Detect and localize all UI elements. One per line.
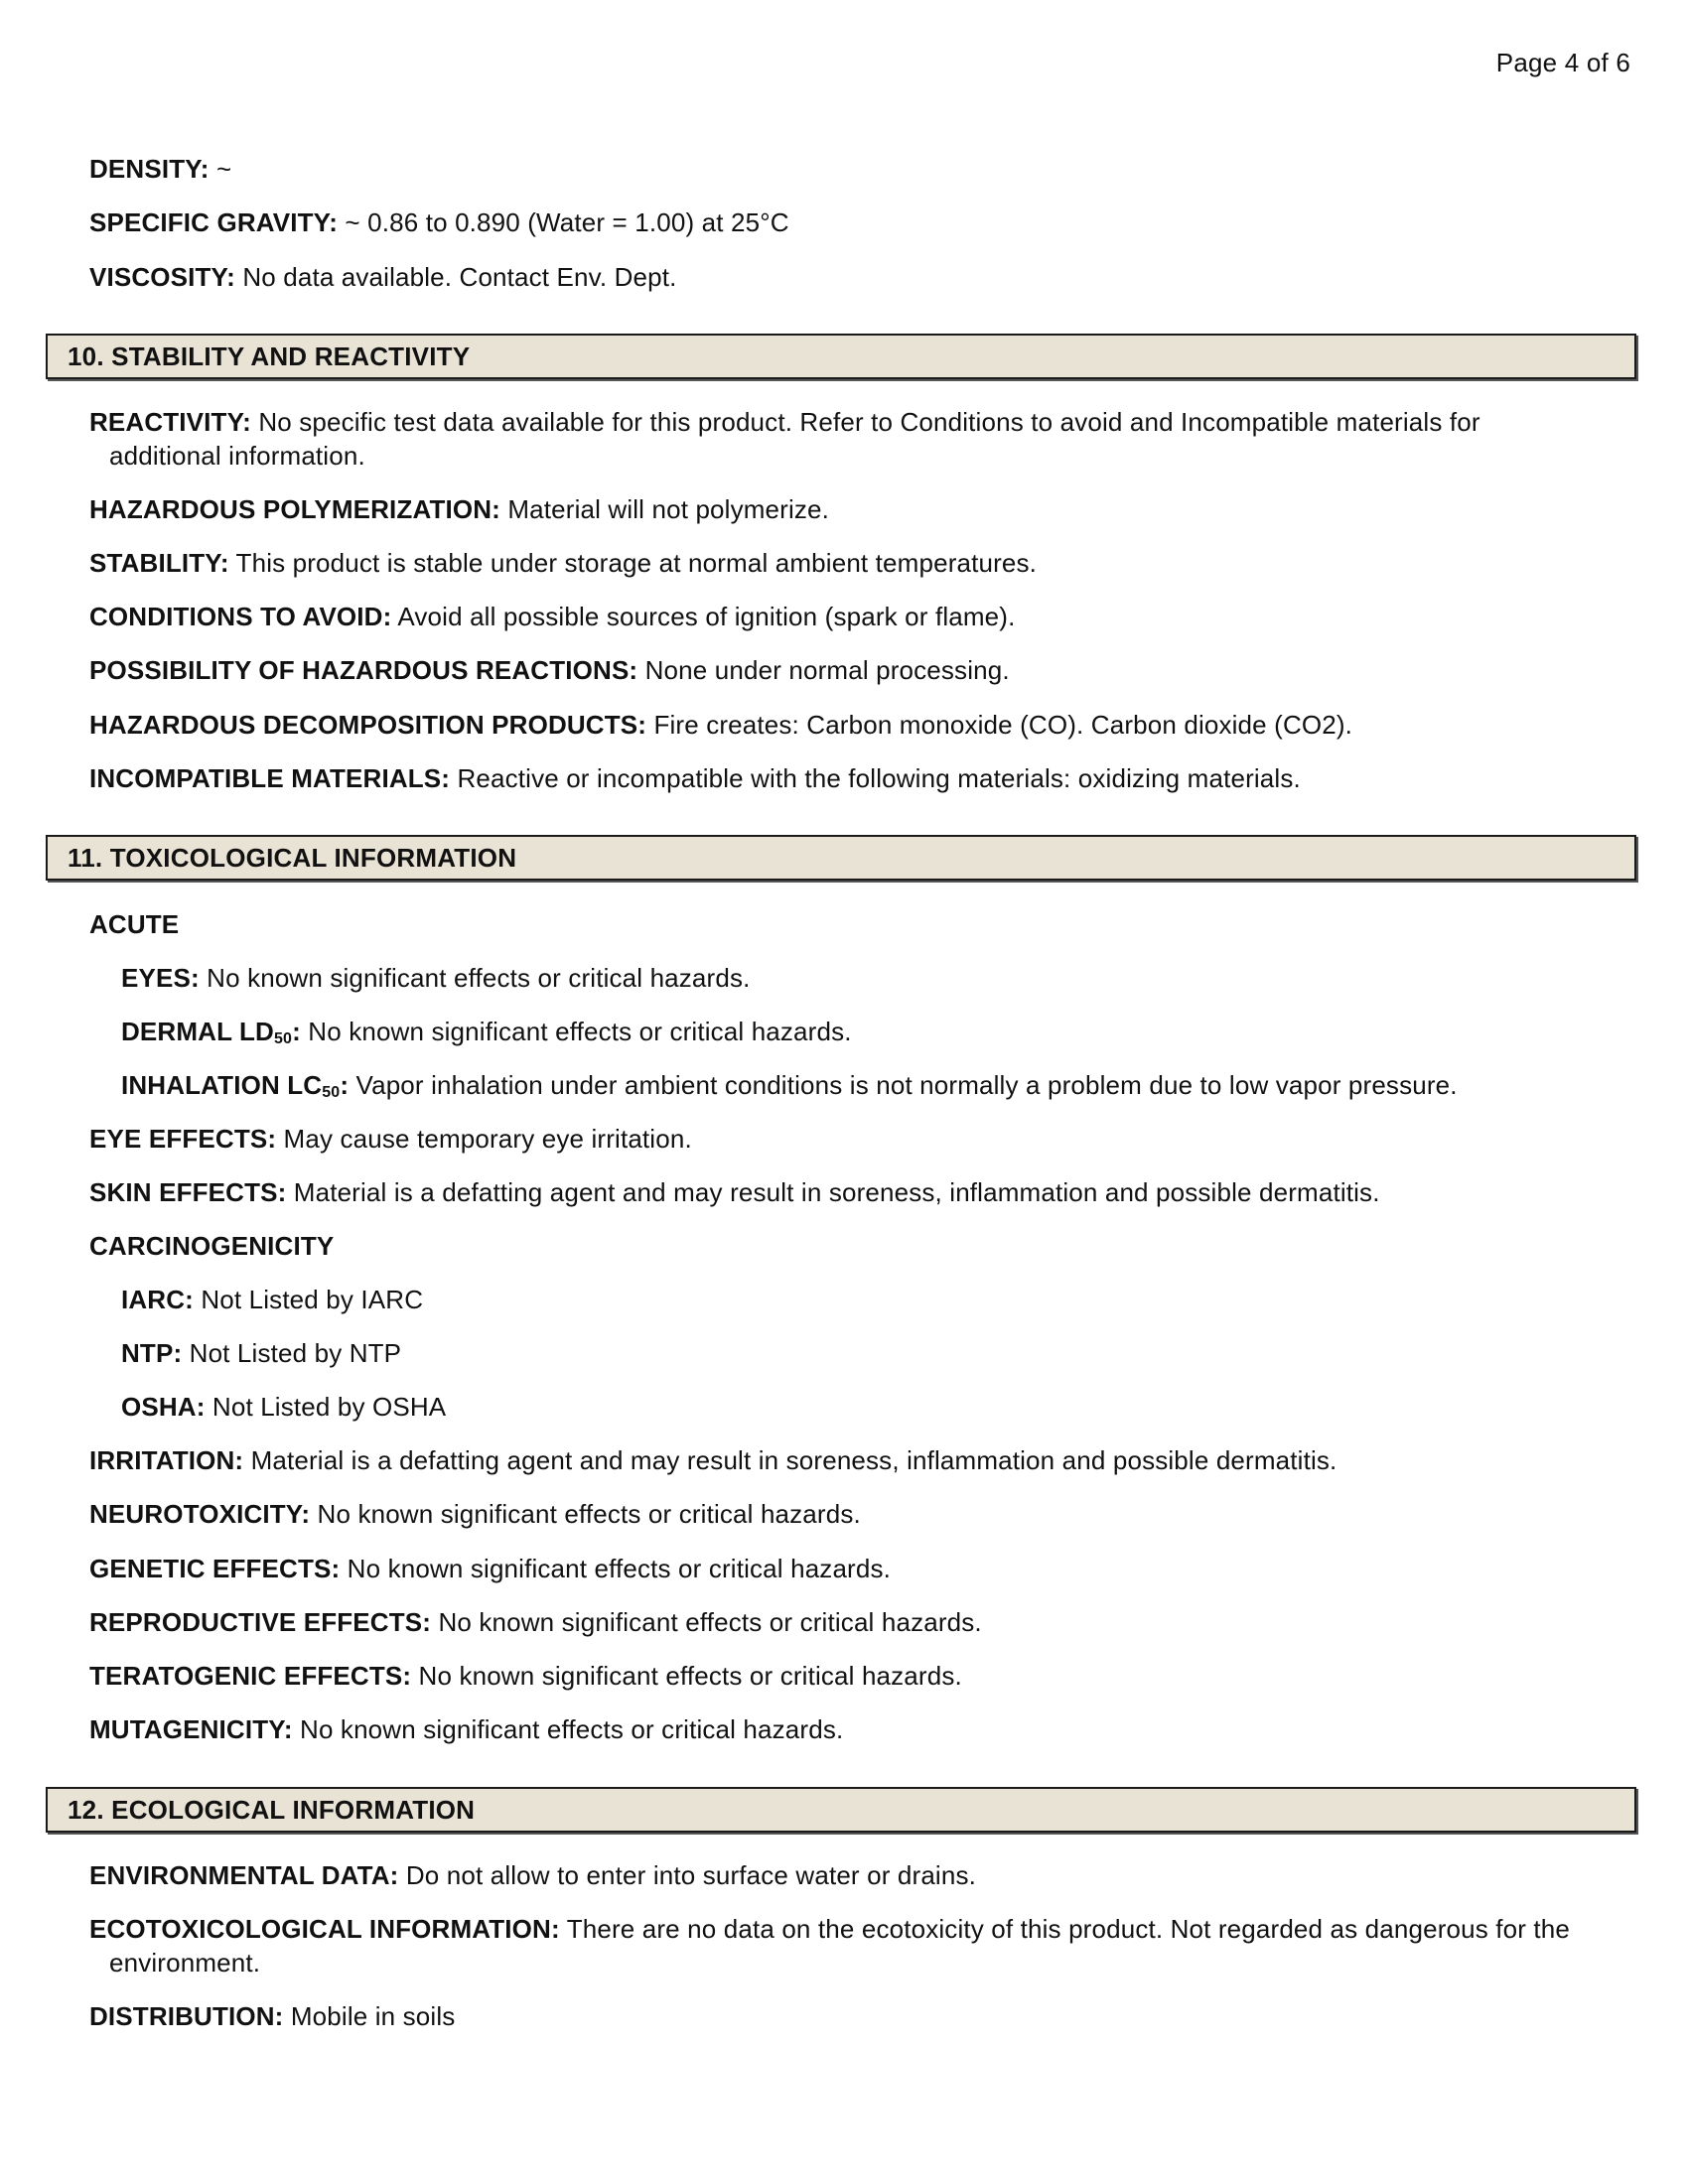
incompatible-materials-label: INCOMPATIBLE MATERIALS: <box>89 763 451 793</box>
genetic-effects-line <box>89 1552 1638 1585</box>
hazardous-decomposition-products-value: Fire creates: Carbon monoxide (CO). Carbon dioxide (CO2). <box>653 710 1353 740</box>
teratogenic-effects-value: No known significant effects or critical hazards. <box>418 1661 962 1691</box>
reproductive-effects-line <box>89 1605 1638 1639</box>
osha-label: OSHA: <box>121 1392 206 1422</box>
acute-line <box>89 907 1638 941</box>
density-label: DENSITY: <box>89 154 210 184</box>
eyes-label: EYES: <box>121 963 200 993</box>
inhalation-label: INHALATION $LC_{50}$: <box>121 1070 350 1101</box>
stability-value: This product is stable under storage at normal ambient temperatures. <box>235 548 1038 578</box>
irritation-line <box>89 1443 1638 1477</box>
neurotoxicity-value: No known significant effects or critical hazards. <box>317 1499 861 1529</box>
environmental-data-value: Do not allow to enter into surface water or drains. <box>405 1860 976 1890</box>
hazardous-decomposition-products-line <box>89 708 1638 742</box>
teratogenic-effects-line <box>89 1659 1638 1693</box>
distribution-label: DISTRIBUTION: <box>89 2001 284 2031</box>
osha-value: Not Listed by OSHA <box>211 1392 447 1422</box>
environmental-data-line <box>89 1858 1638 1892</box>
density-line <box>89 152 1638 186</box>
dermal-value: No known significant effects or critical hazards. <box>308 1017 852 1046</box>
iarc-label: IARC: <box>121 1285 194 1314</box>
skin-effects-label: SKIN EFFECTS: <box>89 1177 287 1207</box>
hazardous-polymerization-value: Material will not polymerize. <box>507 494 830 524</box>
hazardous-decomposition-products-label: HAZARDOUS DECOMPOSITION PRODUCTS: <box>89 710 647 740</box>
reactivity-value-line1: No specific test data available for this product. Refer to Conditions to avoid and Incompatible materials for <box>258 407 1480 437</box>
inhalation-line <box>121 1068 1638 1102</box>
distribution-value: Mobile in soils <box>290 2001 456 2031</box>
section-10-header: 10. STABILITY AND REACTIVITY <box>46 334 1636 379</box>
ntp-label: NTP: <box>121 1338 183 1368</box>
eyes-value: No known significant effects or critical hazards. <box>207 963 751 993</box>
ntp-line <box>121 1336 1638 1370</box>
section-11-header: 11. TOXICOLOGICAL INFORMATION <box>46 835 1636 881</box>
mutagenicity-label: MUTAGENICITY: <box>89 1714 293 1744</box>
density-value: ~ <box>216 154 232 184</box>
viscosity-label: VISCOSITY: <box>89 262 235 292</box>
specific-gravity-label: SPECIFIC GRAVITY: <box>89 207 339 237</box>
mutagenicity-line <box>89 1712 1638 1746</box>
conditions-to-avoid-line <box>89 600 1638 633</box>
reactivity-label: REACTIVITY: <box>89 407 251 437</box>
eyes-line <box>121 961 1638 995</box>
iarc-value: Not Listed by IARC <box>201 1285 424 1314</box>
possibility-of-hazardous-reactions-line <box>89 653 1638 687</box>
eye-effects-label: EYE EFFECTS: <box>89 1124 277 1154</box>
irritation-label: IRRITATION: <box>89 1445 244 1475</box>
skin-effects-line <box>89 1175 1638 1209</box>
viscosity-value: No data available. Contact Env. Dept. <box>242 262 677 292</box>
incompatible-materials-line <box>89 761 1638 795</box>
stability-label: STABILITY: <box>89 548 229 578</box>
page-number: Page 4 of 6 <box>1495 48 1630 77</box>
dermal-label: DERMAL $LD_{50}$: <box>121 1017 301 1047</box>
osha-line <box>121 1390 1638 1424</box>
conditions-to-avoid-value: Avoid all possible sources of ignition (spark or flame). <box>397 602 1016 631</box>
irritation-value: Material is a defatting agent and may result in soreness, inflammation and possible dermatitis. <box>250 1445 1337 1475</box>
iarc-line <box>121 1283 1638 1316</box>
reproductive-effects-value: No known significant effects or critical hazards. <box>438 1607 982 1637</box>
ntp-value: Not Listed by NTP <box>189 1338 402 1368</box>
incompatible-materials-value: Reactive or incompatible with the following materials: oxidizing materials. <box>457 763 1301 793</box>
conditions-to-avoid-label: CONDITIONS TO AVOID: <box>89 602 392 631</box>
eye-effects-value: May cause temporary eye irritation. <box>283 1124 692 1154</box>
neurotoxicity-label: NEUROTOXICITY: <box>89 1499 311 1529</box>
acute-label: ACUTE <box>89 909 180 939</box>
hazardous-polymerization-label: HAZARDOUS POLYMERIZATION: <box>89 494 500 524</box>
genetic-effects-value: No known significant effects or critical hazards. <box>347 1554 892 1583</box>
possibility-of-hazardous-reactions-label: POSSIBILITY OF HAZARDOUS REACTIONS: <box>89 655 638 685</box>
carcinogenicity-label: CARCINOGENICITY <box>89 1231 335 1261</box>
viscosity-line <box>89 260 1638 294</box>
ecotoxicological-information-value-line2: environment. <box>109 1948 261 1978</box>
mutagenicity-value: No known significant effects or critical hazards. <box>300 1714 844 1744</box>
hazardous-polymerization-line <box>89 492 1638 526</box>
reproductive-effects-label: REPRODUCTIVE EFFECTS: <box>89 1607 432 1637</box>
section-12-header: 12. ECOLOGICAL INFORMATION <box>46 1787 1636 1833</box>
specific-gravity-line <box>89 205 1638 239</box>
ecotoxicological-information-label: ECOTOXICOLOGICAL INFORMATION: <box>89 1914 560 1944</box>
inhalation-value: Vapor inhalation under ambient conditions is not normally a problem due to low vapor pressure. <box>355 1070 1458 1100</box>
dermal-line <box>121 1015 1638 1048</box>
environmental-data-label: ENVIRONMENTAL DATA: <box>89 1860 399 1890</box>
skin-effects-value: Material is a defatting agent and may result in soreness, inflammation and possible dermatitis. <box>293 1177 1380 1207</box>
genetic-effects-label: GENETIC EFFECTS: <box>89 1554 341 1583</box>
eye-effects-line <box>89 1122 1638 1156</box>
stability-line <box>89 546 1638 580</box>
ecotoxicological-information-value-line1: There are no data on the ecotoxicity of this product. Not regarded as dangerous for the <box>566 1914 1571 1944</box>
teratogenic-effects-label: TERATOGENIC EFFECTS: <box>89 1661 412 1691</box>
specific-gravity-value: ~ 0.86 to 0.890 (Water = 1.00) at 25°C <box>345 207 789 237</box>
carcinogenicity-line <box>89 1229 1638 1263</box>
possibility-of-hazardous-reactions-value: None under normal processing. <box>644 655 1010 685</box>
reactivity-value-line2: additional information. <box>109 441 365 471</box>
distribution-line <box>89 1999 1638 2033</box>
neurotoxicity-line <box>89 1497 1638 1531</box>
reactivity-line <box>89 405 1638 473</box>
ecotoxicological-information-line <box>89 1912 1638 1979</box>
